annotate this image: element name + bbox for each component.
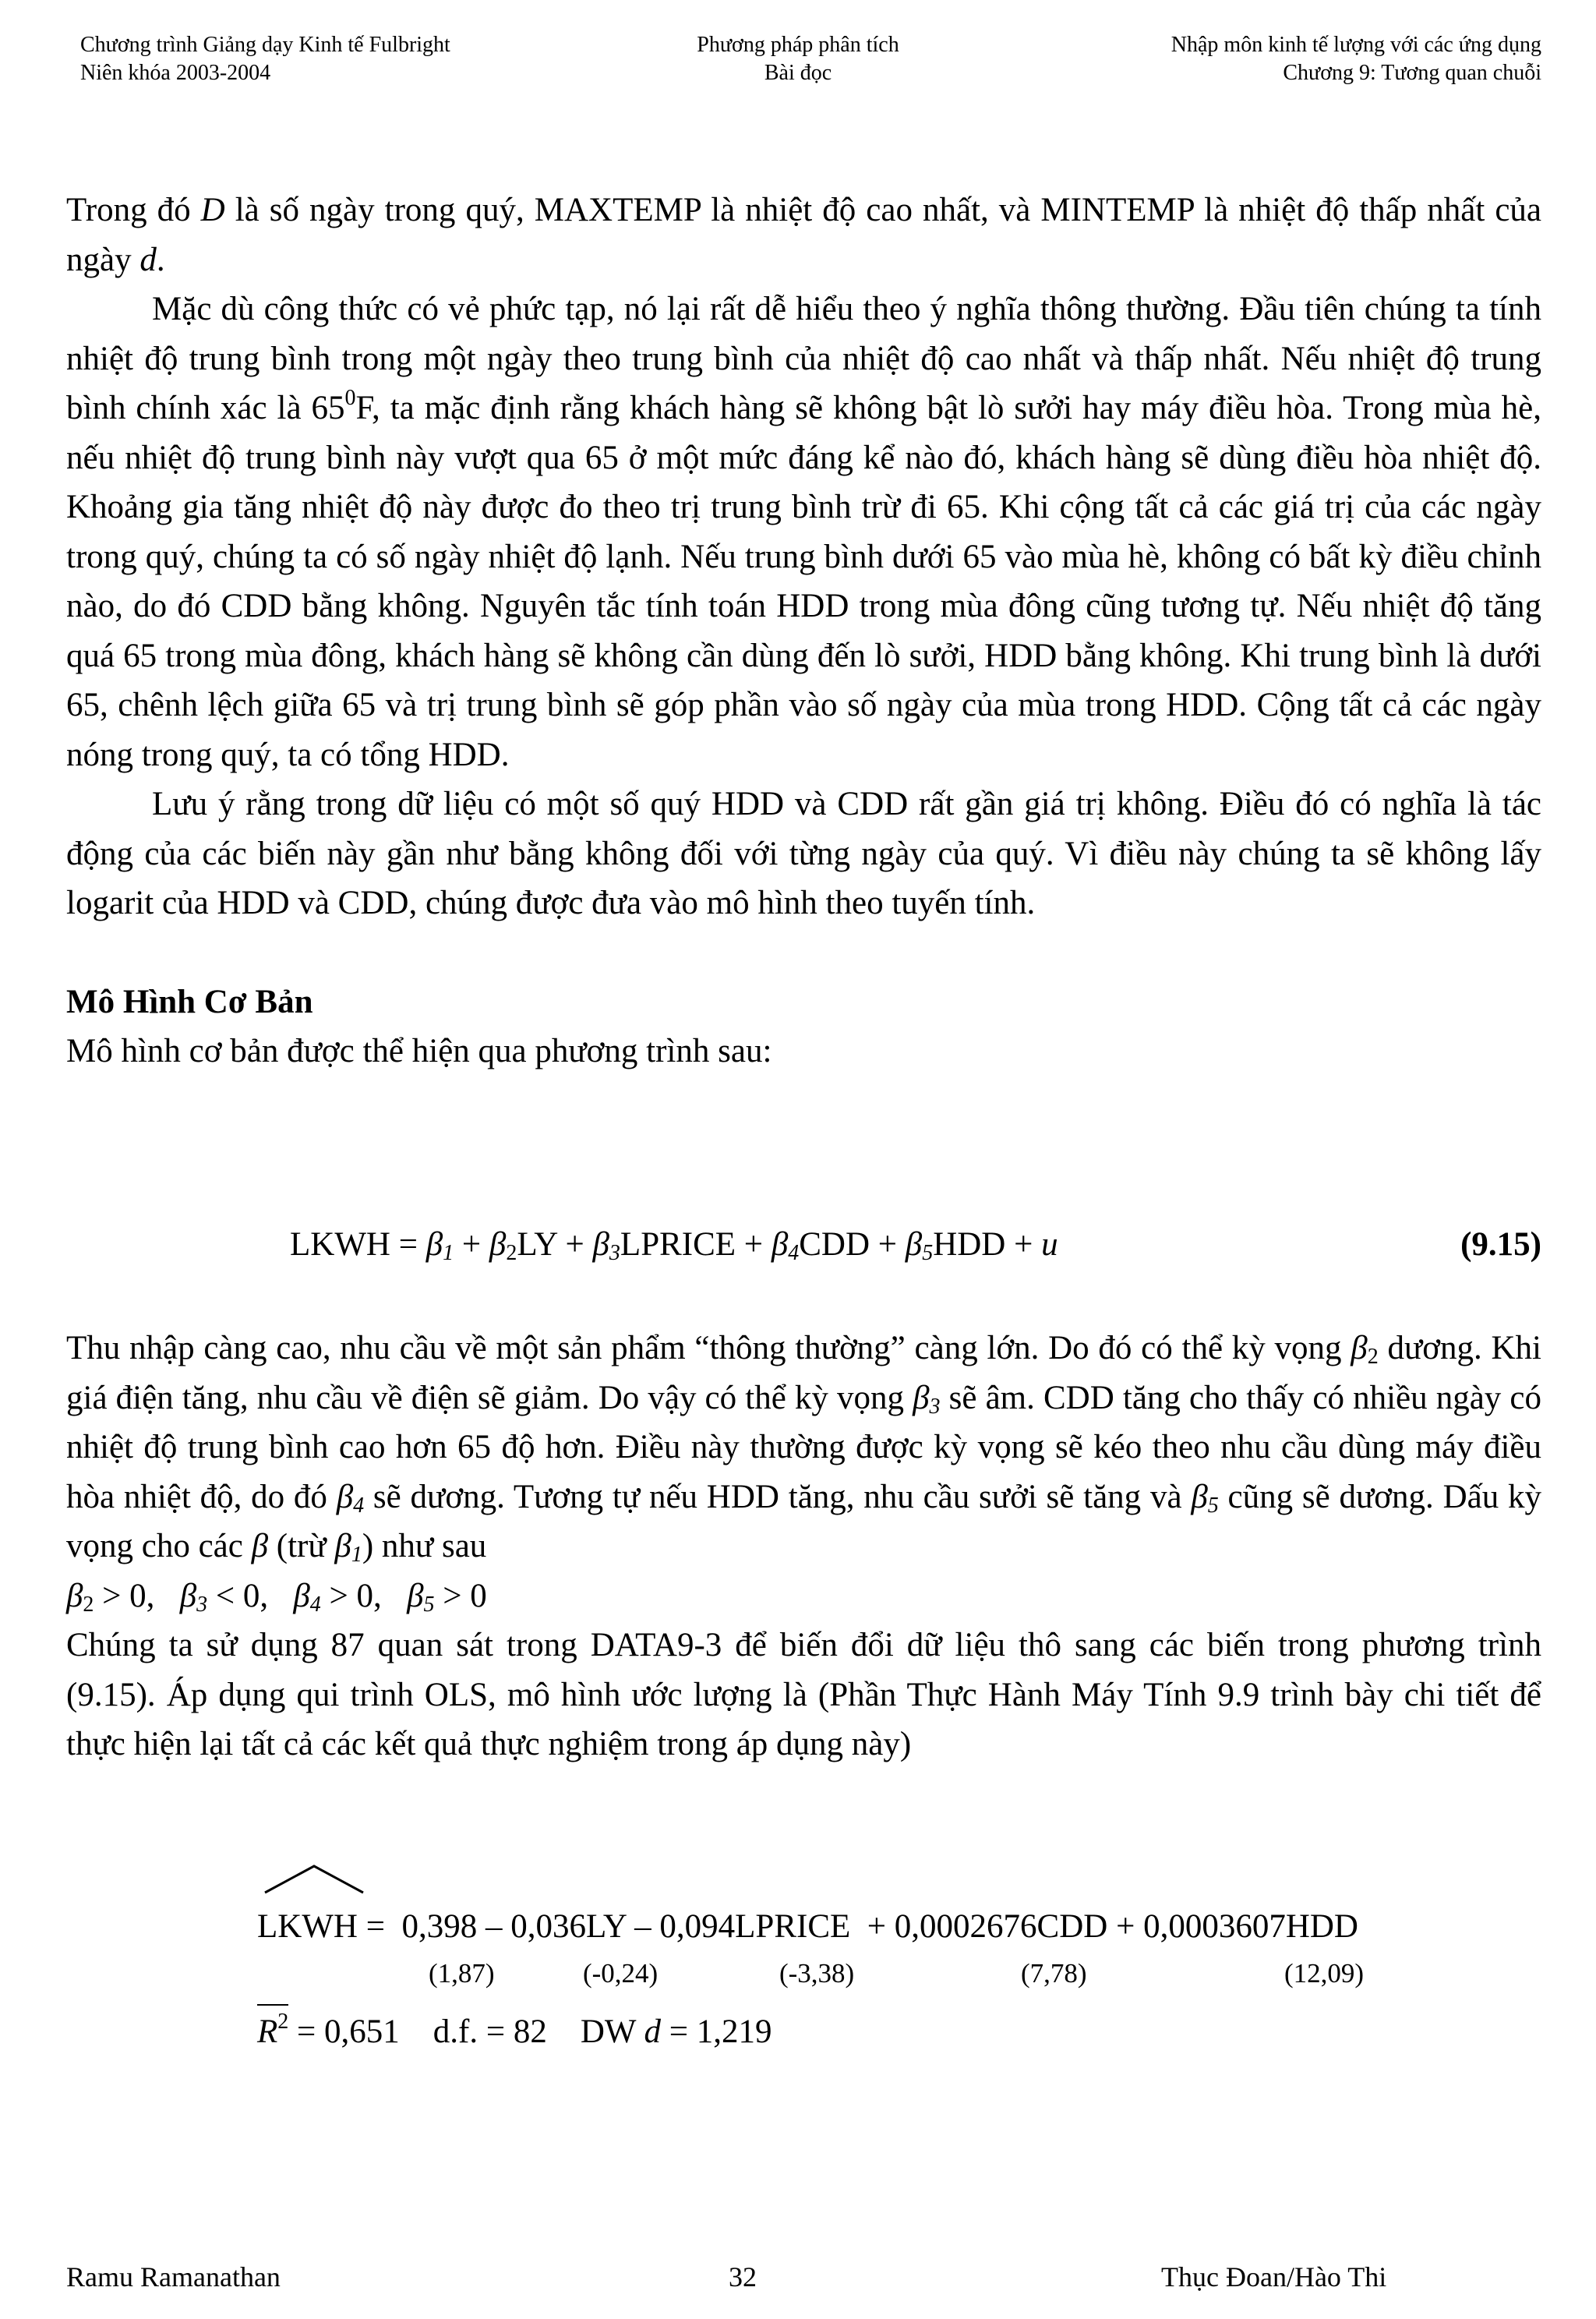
t-stat-hdd: (12,09) xyxy=(1284,1958,1365,1988)
text-block-top xyxy=(66,186,1541,1076)
hat-symbol xyxy=(263,1863,365,1894)
header-year: Niên khóa 2003-2004 xyxy=(80,61,271,85)
t-stat-lprice: (-3,38) xyxy=(779,1958,855,1988)
header-course: Phương pháp phân tích xyxy=(697,33,899,57)
equation-9-15: LKWH = $\beta_1 + \beta_2LY$ + $\beta_3LPRICE + \beta_4CDD + \beta_5HDD + u$ (9.15) xyxy=(290,1220,1541,1269)
section-intro: Mô hình cơ bản được thể hiện qua phương trình sau: xyxy=(66,1033,772,1069)
header-program: Chương trình Giảng dạy Kinh tế Fulbright xyxy=(80,33,450,57)
paragraph-data: Chúng ta sử dụng 87 quan sát trong DATA9-3 để biến đổi dữ liệu thô sang các biến trong phương trình (9.15). Áp dụng qui trình OLS, mô hình ước lượng là (Phần Thực Hành Máy Tính 9.9 trình bày chi tiết để thực hiện lại tất cả các kết quả thực nghiệm trong áp dụng này) xyxy=(66,1627,1541,1762)
header-right xyxy=(1171,31,1541,87)
t-stat-cdd: (7,78) xyxy=(1021,1958,1087,1988)
paragraph-explanation: Mặc dù công thức có vẻ phức tạp, nó lại rất dễ hiểu theo ý nghĩa thông thường. Đầu tiên chúng ta tính nhiệt độ trung bình trong một ngày theo trung bình của nhiệt độ cao nhất và thấp nhất. Nếu nhiệt độ trung bình chính xác là $65^0F$, ta mặc định rằng khách hàng sẽ không bật lò sưởi hay máy điều hòa. Trong mùa hè, nếu nhiệt độ trung bình này vượt qua 65 ở một mức đáng kể nào đó, khách hàng sẽ dùng điều hòa nhiệt độ. Khoảng gia tăng nhiệt độ này được đo theo trị trung bình trừ đi 65. Khi cộng tất cả các giá trị của các ngày trong quý, chúng ta có số ngày nhiệt độ lạnh. Nếu trung bình dưới 65 vào mùa hè, không có bất kỳ điều chỉnh nào, do đó CDD bằng không. Nguyên tắc tính toán HDD trong mùa đông cũng tương tự. Nếu nhiệt độ tăng quá 65 trong mùa đông, khách hàng sẽ không cần dùng đến lò sưởi, HDD bằng không. Khi trung bình là dưới 65, chênh lệch giữa 65 và trị trung bình sẽ góp phần vào số ngày của mùa trong HDD. Cộng tất cả các ngày nóng trong quý, ta có tổng HDD. xyxy=(66,291,1541,773)
text-block-bottom xyxy=(66,1324,1541,1769)
t-stat-ly: (-0,24) xyxy=(583,1958,659,1988)
page-number: 32 xyxy=(729,2261,757,2292)
header-book: Nhập môn kinh tế lượng với các ứng dụng xyxy=(1171,33,1541,57)
header-doctype: Bài đọc xyxy=(764,61,832,85)
paragraph-expectations: Thu nhập càng cao, nhu cầu về một sản phẩm “thông thường” càng lớn. Do đó có thể kỳ vọng $\beta_2$ dương. Khi giá điện tăng, nhu cầu về điện sẽ giảm. Do vậy có thể kỳ vọng $\beta_3$ sẽ âm. CDD tăng cho thấy có nhiều ngày có nhiệt độ trung bình cao hơn 65 độ hơn. Điều này thường được kỳ vọng sẽ kéo theo nhu cầu dùng máy điều hòa nhiệt độ, do đó $\beta_4$ sẽ dương. Tương tự nếu HDD tăng, nhu cầu sưởi sẽ tăng và $\beta_5$ cũng sẽ dương. Dấu kỳ vọng cho các β (trừ $\beta_1$) như sau xyxy=(66,1330,1541,1567)
fit-statistics: $R^2 = 0,651$ d.f. = 82 DW d = 1,219 xyxy=(257,2007,772,2056)
sign-expectations: $\beta_2 > 0$, $\beta_3 < 0$, $\beta_4 > 0$, $\beta_5 > 0$ xyxy=(66,1577,487,1617)
estimated-equation: LKWH = 0,398 – 0,036LY – 0,094LPRICE + 0,0002676CDD + 0,0003607HDD xyxy=(257,1908,1358,1945)
equation-number: (9.15) xyxy=(1460,1226,1541,1263)
header-chapter: Chương 9: Tương quan chuỗi xyxy=(1283,61,1541,85)
paragraph-note: Lưu ý rằng trong dữ liệu có một số quý HDD và CDD rất gần giá trị không. Điều đó có nghĩa là tác động của các biến này gần như bằng không đối với từng ngày của quý. Vì điều này chúng ta sẽ không lấy logarit của HDD và CDD, chúng được đưa vào mô hình theo tuyến tính. xyxy=(66,786,1541,921)
t-stat-constant: (1,87) xyxy=(429,1958,495,1988)
paragraph-definition: Trong đó D là số ngày trong quý, MAXTEMP là nhiệt độ cao nhất, và MINTEMP là nhiệt độ thấp nhất của ngày d. xyxy=(66,192,1542,278)
r-bar-squared: $R^2$ xyxy=(257,2007,288,2056)
footer-translators: Thục Đoan/Hào Thi xyxy=(1161,2261,1387,2292)
footer-author: Ramu Ramanathan xyxy=(66,2261,281,2292)
section-heading: Mô Hình Cơ Bản xyxy=(66,983,313,1020)
